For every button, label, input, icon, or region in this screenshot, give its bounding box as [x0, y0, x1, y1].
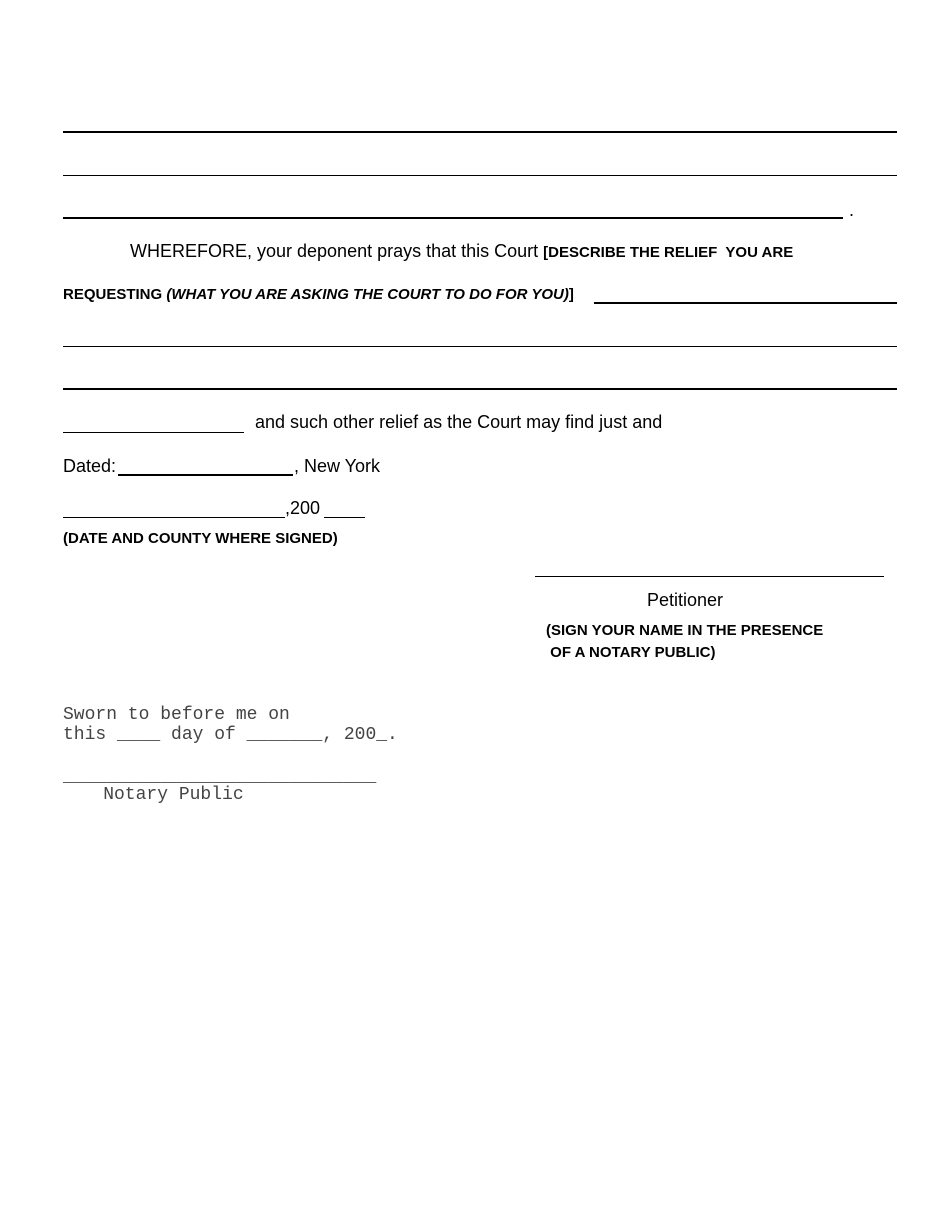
date-county-note: (DATE AND COUNTY WHERE SIGNED) — [63, 530, 338, 547]
relief-line-2[interactable] — [63, 346, 897, 347]
dated-county-field[interactable] — [118, 474, 293, 476]
relief-instruction: [DESCRIBE THE RELIEF YOU ARE — [543, 244, 794, 261]
wherefore-paragraph — [130, 242, 793, 261]
notary-signature-line[interactable]: _____________________________ — [63, 767, 377, 787]
fill-line-2[interactable] — [63, 175, 897, 176]
dated-location: , New York — [294, 456, 381, 476]
sworn-line-2: this ____ day of _______, 200_. — [63, 725, 398, 745]
requesting-line — [63, 287, 574, 303]
year-field[interactable] — [324, 517, 365, 518]
requesting-italic: (WHAT YOU ARE ASKING THE COURT TO DO FOR YOU) — [166, 286, 569, 303]
sworn-line-1: Sworn to before me on — [63, 705, 290, 725]
wherefore-intro: WHEREFORE, your deponent prays that this Court — [130, 241, 544, 261]
petitioner-label: Petitioner — [647, 590, 724, 610]
other-relief-text: and such other relief as the Court may find just and — [255, 412, 663, 432]
relief-line-1[interactable] — [594, 302, 897, 304]
fill-line-1[interactable] — [63, 131, 897, 133]
close-bracket: ] — [568, 286, 574, 303]
fill-line-3[interactable] — [63, 217, 843, 219]
relief-line-3[interactable] — [63, 388, 897, 390]
signature-note-1: (SIGN YOUR NAME IN THE PRESENCE — [546, 622, 824, 639]
signature-note-2: OF A NOTARY PUBLIC) — [546, 644, 716, 661]
relief-line-4[interactable] — [63, 432, 244, 433]
period: . — [849, 200, 855, 220]
requesting-label: REQUESTING — [63, 286, 167, 303]
dated-label: Dated: — [63, 456, 117, 476]
notary-public-label: Notary Public — [60, 785, 244, 805]
year-prefix: ,200 — [285, 498, 321, 518]
signature-line[interactable] — [535, 576, 884, 577]
date-field[interactable] — [63, 517, 285, 518]
